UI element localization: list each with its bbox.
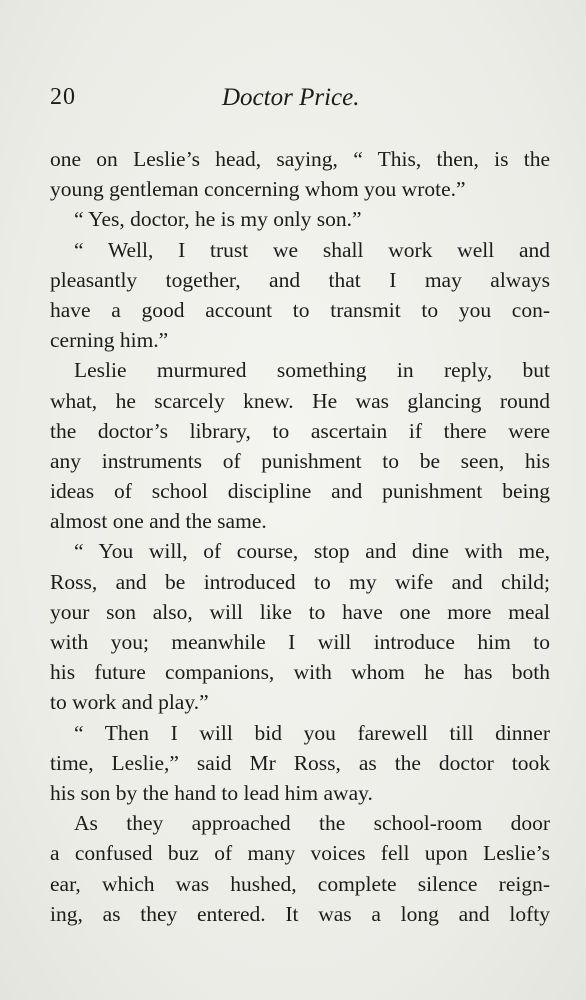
text-line: almost one and the same. bbox=[50, 509, 267, 534]
text-line: his future companions, with whom he has both bbox=[50, 660, 550, 685]
text-line: “ Well, I trust we shall work well and bbox=[74, 237, 550, 262]
text-line: “ Then I will bid you farewell till dinner bbox=[74, 720, 550, 745]
text-line: As they approached the school-room door bbox=[74, 811, 550, 836]
text-line: young gentleman concerning whom you wrote.” bbox=[50, 177, 466, 202]
text-line: your son also, will like to have one more meal bbox=[50, 599, 550, 624]
text-line: ing, as they entered. It was a long and lofty bbox=[50, 901, 550, 926]
text-line: cerning him.” bbox=[50, 328, 169, 353]
text-line: to work and play.” bbox=[50, 690, 209, 715]
text-line: “ You will, of course, stop and dine with me, bbox=[74, 539, 550, 564]
text-line: Ross, and be introduced to my wife and child; bbox=[50, 569, 550, 594]
page-header bbox=[50, 84, 550, 120]
text-line: with you; meanwhile I will introduce him to bbox=[50, 630, 550, 654]
text-line: pleasantly together, and that I may always bbox=[50, 267, 550, 292]
text-line: ideas of school discipline and punishment being bbox=[50, 479, 550, 504]
page-number: 20 bbox=[50, 84, 76, 110]
running-title: Doctor Price. bbox=[222, 84, 360, 111]
text-line: the doctor’s library, to ascertain if there were bbox=[50, 418, 550, 443]
text-line: Leslie murmured something in reply, but bbox=[74, 358, 550, 383]
text-line: a confused buz of many voices fell upon Leslie’s bbox=[50, 841, 550, 866]
text-line: any instruments of punishment to be seen, his bbox=[50, 448, 550, 473]
text-line: ear, which was hushed, complete silence reign- bbox=[50, 871, 550, 896]
text-line: what, he scarcely knew. He was glancing round bbox=[50, 388, 550, 413]
text-line: his son by the hand to lead him away. bbox=[50, 780, 373, 805]
text-line: time, Leslie,” said Mr Ross, as the doctor took bbox=[50, 750, 550, 775]
text-line: have a good account to transmit to you con- bbox=[50, 297, 550, 322]
text-line: “ Yes, doctor, he is my only son.” bbox=[74, 207, 362, 232]
text-line: one on Leslie’s head, saying, “ This, then, is the bbox=[50, 147, 550, 171]
body-text bbox=[50, 144, 550, 929]
